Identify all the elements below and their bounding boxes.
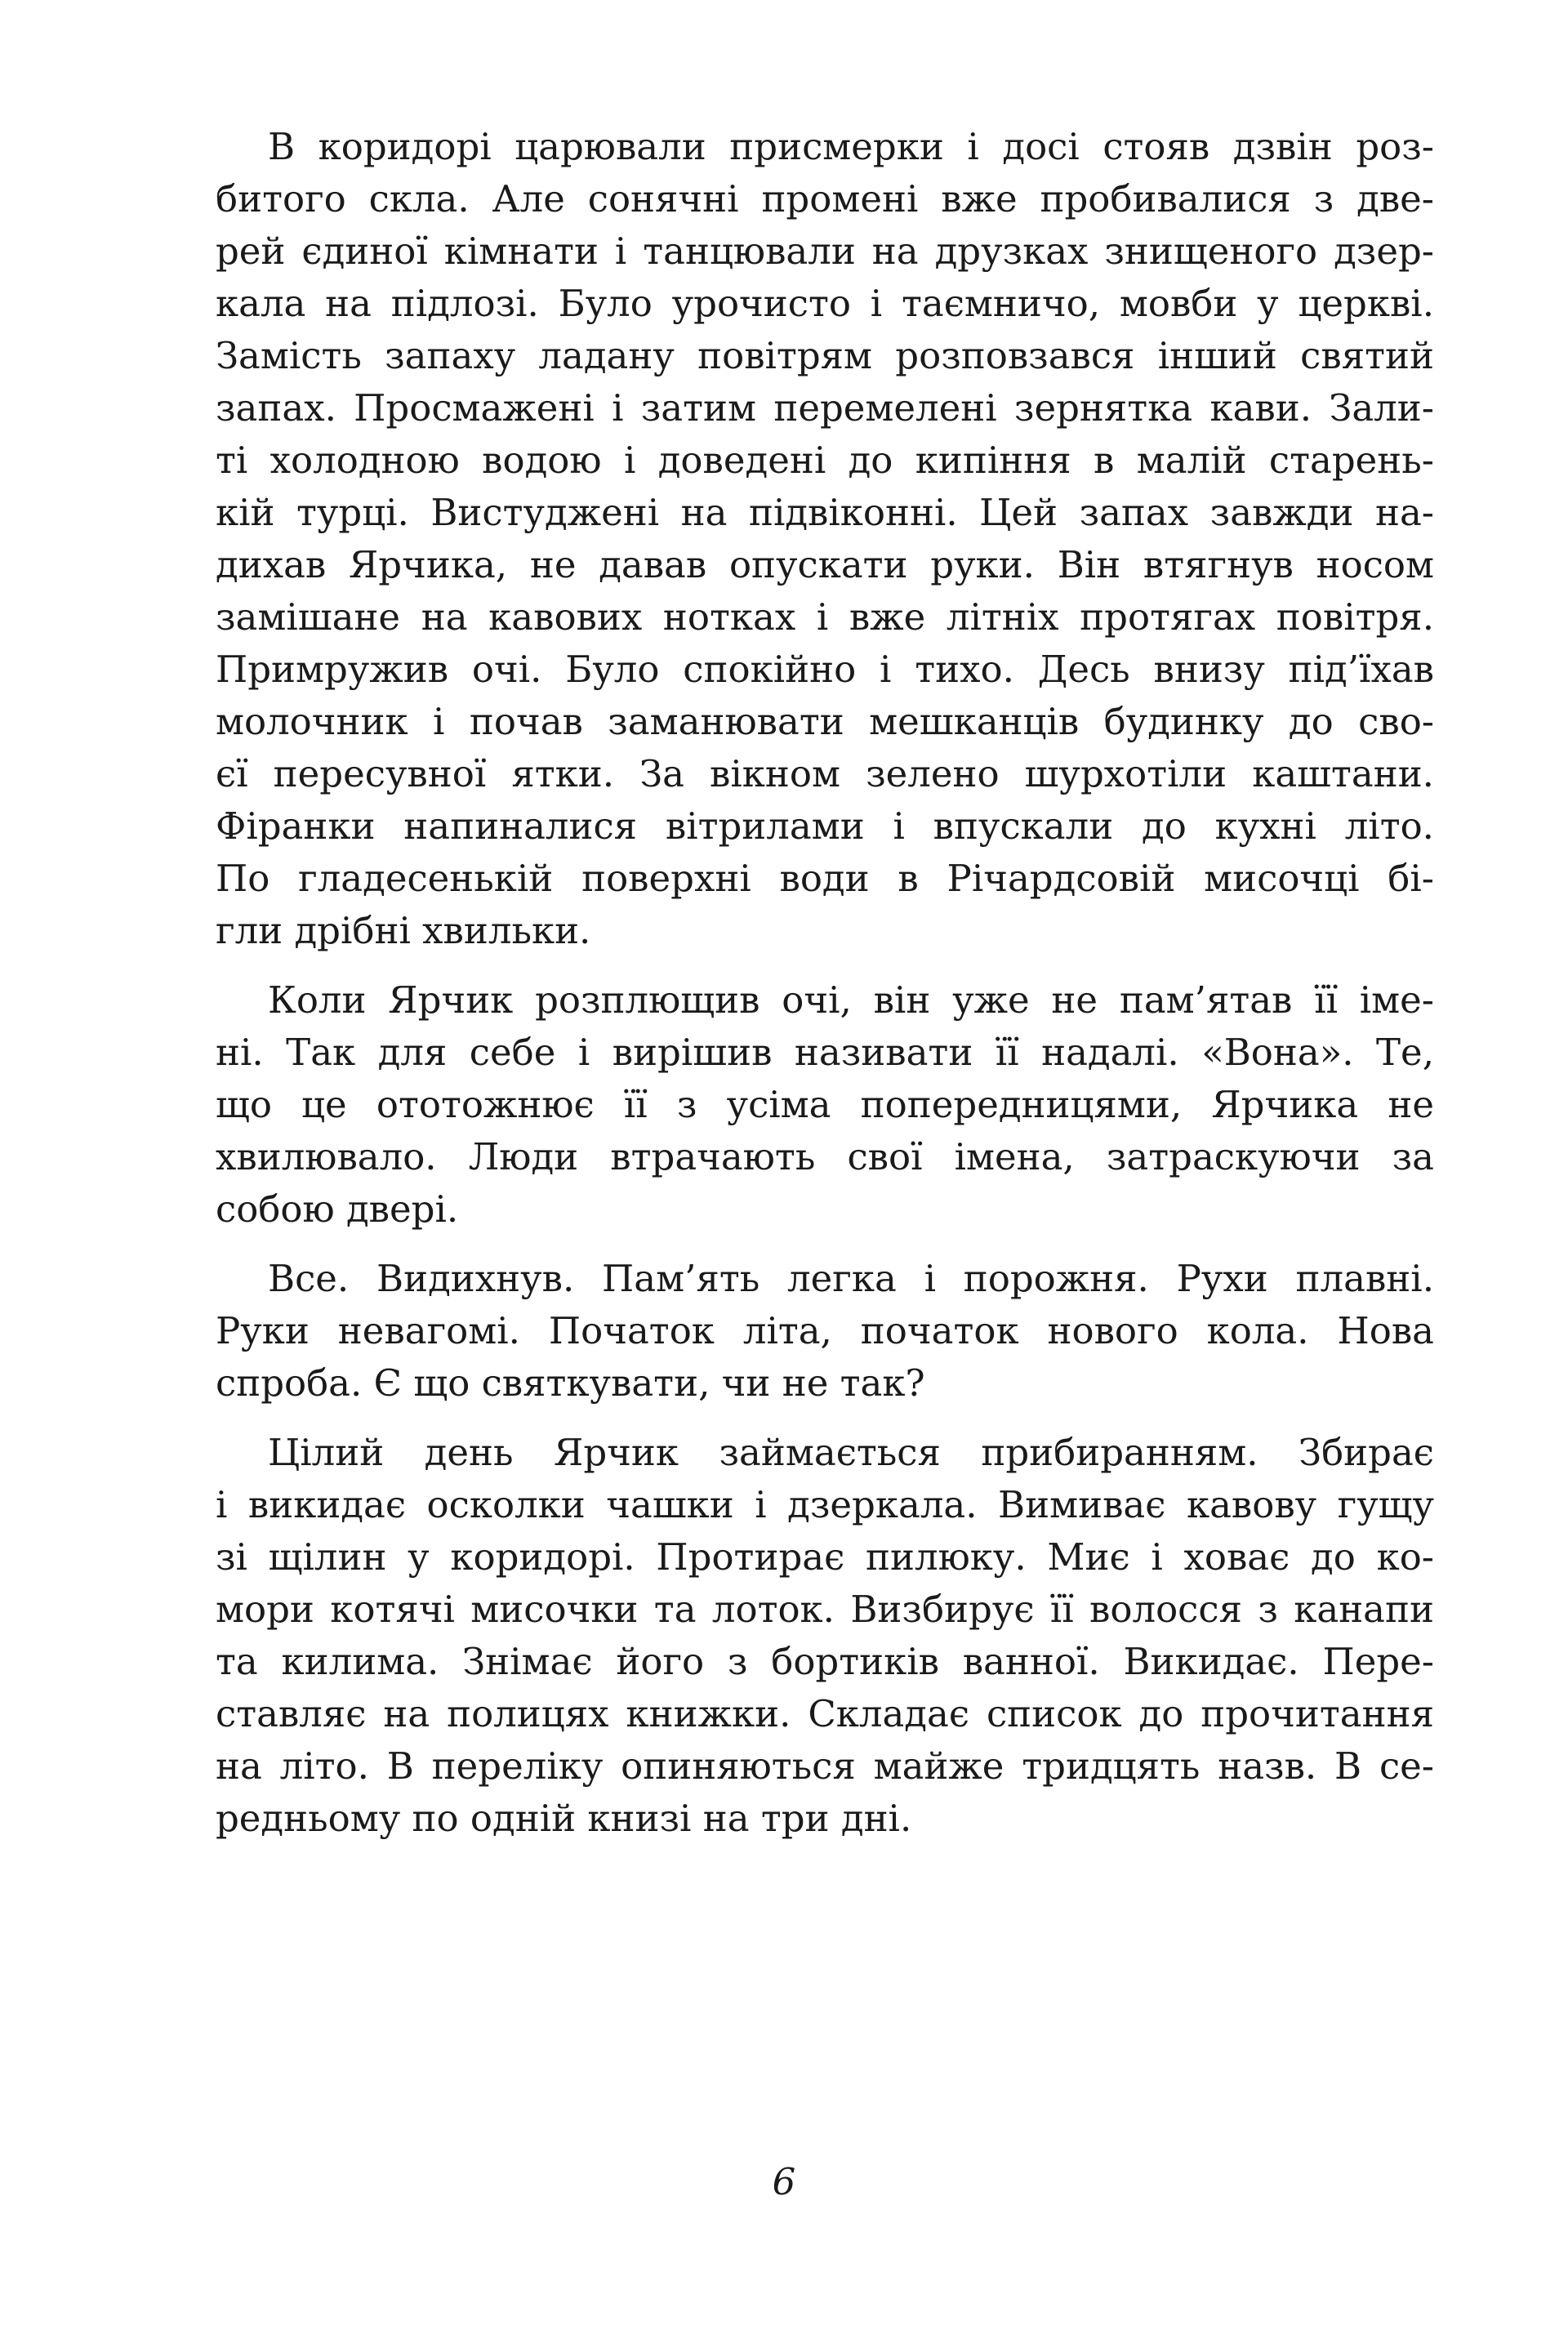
text-line: ставляє на полицях книжки. Складає список до прочитання (216, 1692, 1434, 1735)
text-line: замішане на кавових нотках і вже літніх протягах повітря. (216, 595, 1434, 639)
text-line: рей єдиної кімнати і танцювали на друзках знищеного дзер- (216, 229, 1434, 273)
text-line: В коридорі царювали присмерки і досі стояв дзвін роз- (268, 125, 1434, 168)
text-line: Фіранки напиналися вітрилами і впускали до кухні літо. (216, 804, 1434, 848)
text-line: мори котячі мисочки та лоток. Визбирує її волосся з канапи (216, 1588, 1434, 1631)
text-line: гли дрібні хвильки. (216, 909, 591, 952)
text-line: хвилювало. Люди втрачають свої імена, затраскуючи за (216, 1135, 1434, 1178)
text-line: дихав Ярчика, не давав опускати руки. Він втягнув носом (216, 543, 1434, 586)
text-line: кій турці. Вистуджені на підвіконні. Цей запах завжди на- (216, 491, 1434, 534)
paragraph-3 (216, 1253, 1434, 1410)
text-line: собою двері. (216, 1187, 459, 1231)
paragraph-spacer (216, 1410, 1434, 1427)
text-line: та килима. Знімає його з бортиків ванної. Викидає. Пере- (216, 1640, 1434, 1683)
paragraph-1 (216, 121, 1434, 957)
page-number: 6 (772, 2160, 796, 2203)
text-line: битого скла. Але сонячні промені вже пробивалися з две- (216, 177, 1434, 220)
text-line: Замість запаху ладану повітрям розповзався інший святий (216, 334, 1434, 377)
text-line: Коли Ярчик розплющив очі, він уже не пам’ятав її іме- (268, 978, 1434, 1022)
paragraph-2 (216, 974, 1434, 1236)
paragraph-spacer (216, 957, 1434, 974)
text-line: спроба. Є що святкувати, чи не так? (216, 1361, 925, 1405)
text-line: ні. Так для себе і вирішив називати її надалі. «Вона». Те, (216, 1031, 1434, 1074)
text-line: єї пересувної ятки. За вікном зелено шурхотіли каштани. (216, 752, 1434, 795)
text-line: ті холодною водою і доведені до кипіння в малій старень- (216, 439, 1434, 482)
text-line: запах. Просмажені і затим перемелені зернятка кави. Зали- (216, 386, 1434, 430)
text-line: кала на підлозі. Було урочисто і таємничо, мовби у церкві. (216, 282, 1434, 325)
paragraph-spacer (216, 1236, 1434, 1253)
text-line: молочник і почав заманювати мешканців будинку до сво- (216, 700, 1434, 743)
text-line: По гладесенькій поверхні води в Річардсовій мисочці бі- (216, 857, 1434, 900)
text-line: Руки невагомі. Початок літа, початок нового кола. Нова (216, 1309, 1434, 1352)
text-line: редньому по одній книзі на три дні. (216, 1797, 912, 1840)
text-line: Примружив очі. Було спокійно і тихо. Десь внизу під’їхав (216, 648, 1434, 691)
text-line: зі щілин у коридорі. Протирає пилюку. Миє і ховає до ко- (216, 1535, 1434, 1579)
text-line: Все. Видихнув. Пам’ять легка і порожня. Рухи плавні. (268, 1257, 1434, 1300)
text-line: що це ототожнює її з усіма попередницями, Ярчика не (216, 1083, 1434, 1126)
text-line: Цілий день Ярчик займається прибиранням. Збирає (268, 1431, 1434, 1474)
body-text (216, 121, 1434, 1845)
text-line: і викидає осколки чашки і дзеркала. Вимиває кавову гущу (216, 1483, 1434, 1526)
text-line: на літо. В переліку опиняються майже тридцять назв. В се- (216, 1744, 1434, 1788)
paragraph-4 (216, 1427, 1434, 1845)
